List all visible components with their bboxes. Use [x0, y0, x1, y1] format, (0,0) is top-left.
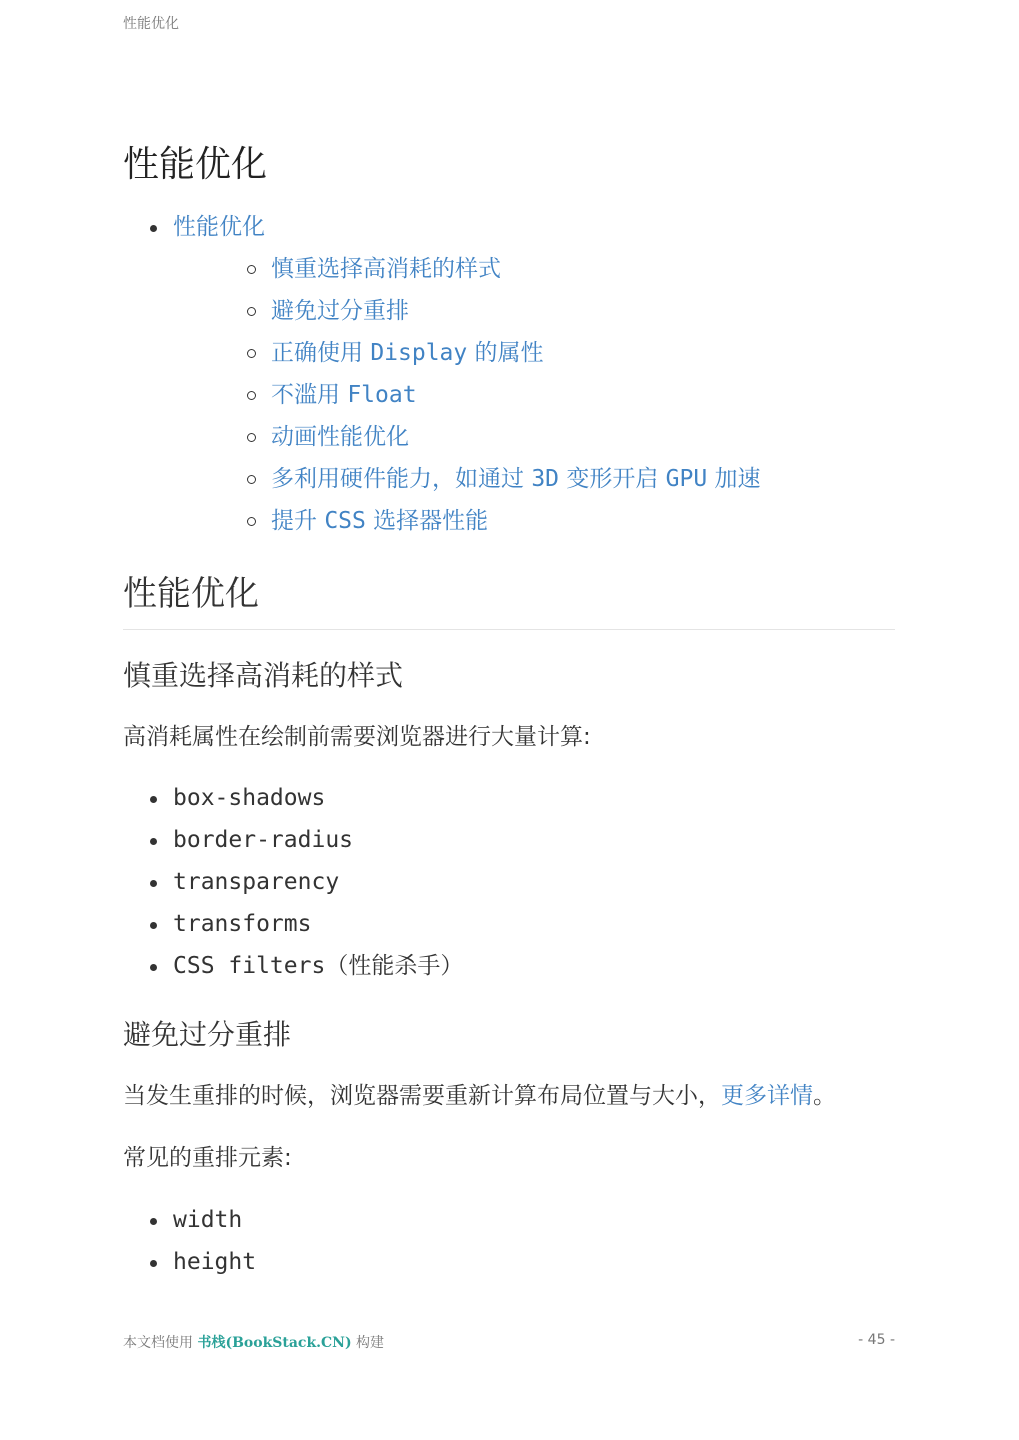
bullet-dot-icon — [150, 1218, 157, 1225]
reflow-paragraph-text: 当发生重排的时候，浏览器需要重新计算布局位置与大小， — [123, 1083, 721, 1109]
bullet-dot-icon — [150, 880, 157, 887]
reflow-paragraph-end: 。 — [813, 1083, 836, 1109]
reflow-paragraph — [123, 1080, 836, 1112]
bullet-circle-icon — [247, 307, 256, 316]
list-item — [123, 945, 895, 987]
table-of-contents — [123, 206, 895, 534]
section-divider — [123, 629, 895, 630]
code-text: border-radius — [173, 827, 354, 853]
page-title: 性能优化 — [123, 144, 268, 185]
expensive-styles-list — [123, 777, 895, 987]
bullet-dot-icon — [150, 1260, 157, 1267]
toc-link[interactable]: 性能优化 — [173, 214, 265, 240]
toc-subitem-text[interactable]: 3D — [531, 466, 560, 492]
code-text: transforms — [173, 911, 312, 937]
bullet-dot-icon — [150, 225, 157, 232]
toc-subitem-text[interactable]: 提升 — [271, 508, 325, 534]
bullet-circle-icon — [247, 475, 256, 484]
toc-subitem-text[interactable]: 避免过分重排 — [271, 298, 409, 324]
section-title: 性能优化 — [123, 574, 259, 614]
toc-subitem[interactable] — [173, 248, 895, 290]
toc-subitem-text[interactable]: 加速 — [707, 466, 761, 492]
toc-subitem-text[interactable]: CSS — [324, 508, 366, 534]
toc-subitem-text[interactable]: 不滥用 — [271, 382, 348, 408]
list-item — [123, 1199, 895, 1241]
list-item — [123, 1241, 895, 1283]
toc-subitem[interactable] — [173, 416, 895, 458]
toc-subitem[interactable] — [173, 332, 895, 374]
reflow-elements-list — [123, 1199, 895, 1283]
subsection-title-reflow: 避免过分重排 — [123, 1018, 292, 1051]
bullet-dot-icon — [150, 838, 157, 845]
bullet-circle-icon — [247, 265, 256, 274]
toc-subitem-text[interactable]: Display — [370, 340, 468, 366]
bullet-dot-icon — [150, 796, 157, 803]
running-header: 性能优化 — [123, 16, 179, 32]
toc-sublist — [173, 248, 895, 542]
toc-subitem-text[interactable]: GPU — [665, 466, 708, 492]
subsection-title-expensive-styles: 慎重选择高消耗的样式 — [123, 659, 404, 692]
list-item — [123, 861, 895, 903]
code-text: transparency — [173, 869, 340, 895]
toc-subitem-text[interactable]: Float — [347, 382, 417, 408]
code-text: height — [173, 1249, 257, 1275]
bullet-circle-icon — [247, 349, 256, 358]
list-item — [123, 819, 895, 861]
toc-subitem-text[interactable]: 动画性能优化 — [271, 424, 409, 450]
toc-subitem[interactable] — [173, 458, 895, 500]
code-text: CSS filters — [173, 953, 326, 979]
code-text: box-shadows — [173, 785, 326, 811]
toc-subitem-text[interactable]: 多利用硬件能力，如通过 — [271, 466, 532, 492]
bullet-circle-icon — [247, 517, 256, 526]
toc-subitem-text[interactable]: 的属性 — [467, 340, 544, 366]
bullet-circle-icon — [247, 433, 256, 442]
toc-subitem[interactable] — [173, 290, 895, 332]
toc-subitem-text[interactable]: 慎重选择高消耗的样式 — [271, 256, 501, 282]
toc-subitem-text[interactable]: 正确使用 — [271, 340, 371, 366]
item-note: （性能杀手） — [325, 953, 464, 979]
more-details-link[interactable]: 更多详情 — [721, 1083, 813, 1109]
page-number: - 45 - — [858, 1332, 895, 1348]
code-text: width — [173, 1207, 243, 1233]
reflow-elements-intro: 常见的重排元素: — [123, 1145, 292, 1171]
list-item — [123, 777, 895, 819]
footer-credit — [123, 1332, 384, 1352]
bullet-dot-icon — [150, 922, 157, 929]
toc-item-top[interactable] — [123, 206, 895, 534]
expensive-styles-intro: 高消耗属性在绘制前需要浏览器进行大量计算: — [123, 724, 591, 750]
footer-brand-link[interactable]: 书栈(BookStack.CN) — [197, 1335, 352, 1351]
bullet-circle-icon — [247, 391, 256, 400]
toc-subitem[interactable] — [173, 374, 895, 416]
list-item — [123, 903, 895, 945]
footer-suffix: 构建 — [351, 1335, 385, 1351]
toc-subitem-text[interactable]: 变形开启 — [559, 466, 666, 492]
toc-subitem[interactable] — [173, 500, 895, 542]
toc-subitem-text[interactable]: 选择器性能 — [365, 508, 489, 534]
footer-prefix: 本文档使用 — [123, 1335, 198, 1351]
bullet-dot-icon — [150, 964, 157, 971]
